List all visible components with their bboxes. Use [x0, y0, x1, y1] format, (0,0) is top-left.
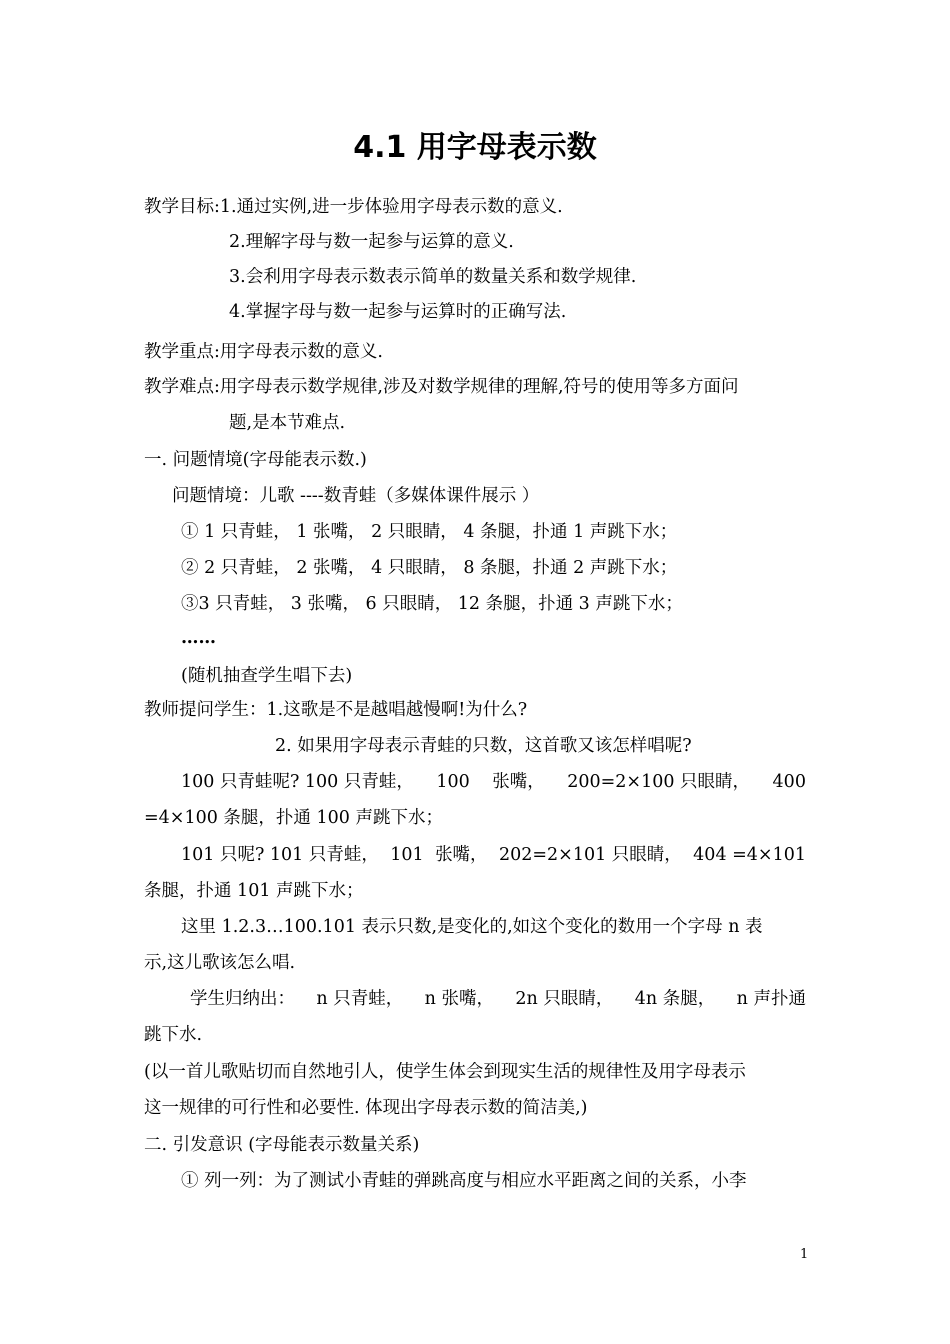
- goals-label: 教学目标:: [144, 197, 220, 217]
- text-segment: n 声扑通: [736, 989, 806, 1009]
- section-2-item-1: ① 列一列：为了测试小青蛙的弹跳高度与相应水平距离之间的关系，小李: [181, 1171, 747, 1191]
- remark-line-2: 这一规律的可行性和必要性. 体现出字母表示数的简洁美,): [144, 1098, 588, 1118]
- goal-item: 3.会利用字母表示数表示简单的数量关系和数学规律.: [229, 267, 637, 287]
- difficulty-line-2: 题,是本节难点.: [229, 413, 346, 433]
- text-segment: 张嘴，: [435, 845, 488, 865]
- verse-line: ③3 只青蛙， 3 张嘴， 6 只眼睛， 12 条腿，扑通 3 声跳下水；: [181, 594, 683, 614]
- text-segment: 2n 只眼睛，: [515, 989, 614, 1009]
- text-segment: 100: [436, 772, 470, 792]
- line-100-b: =4×100 条腿，扑通 100 声跳下水；: [144, 808, 443, 828]
- line-101-a: [181, 843, 806, 867]
- verse-line: ② 2 只青蛙， 2 张嘴， 4 只眼睛， 8 条腿，扑通 2 声跳下水；: [181, 558, 678, 578]
- difficulty-line-1: 教学难点:用字母表示数学规律,涉及对数学规律的理解,符号的使用等多方面问: [144, 377, 739, 397]
- key-point: 教学重点:用字母表示数的意义.: [144, 342, 383, 362]
- section-1-heading: 一. 问题情境(字母能表示数.): [144, 450, 367, 470]
- note: (随机抽查学生唱下去): [181, 666, 353, 686]
- ellipsis: ……: [181, 628, 216, 648]
- text-segment: 101: [390, 845, 424, 865]
- summary-line-1: [190, 987, 806, 1011]
- remark-line-1: (以一首儿歌贴切而自然地引人，使学生体会到现实生活的规律性及用字母表示: [144, 1062, 746, 1082]
- text-segment: 404 =4×101: [693, 845, 806, 865]
- verse-line: ① 1 只青蛙， 1 张嘴， 2 只眼睛， 4 条腿，扑通 1 声跳下水；: [181, 522, 678, 542]
- text-segment: 101 只呢? 101 只青蛙，: [181, 845, 379, 865]
- text-segment: 4n 条腿，: [634, 989, 716, 1009]
- section-2-heading: 二. 引发意识 (字母能表示数量关系): [144, 1135, 420, 1155]
- text-segment: n 只青蛙，: [316, 989, 404, 1009]
- text-segment: 100 只青蛙呢? 100 只青蛙，: [181, 772, 414, 792]
- goal-item: 2.理解字母与数一起参与运算的意义.: [229, 232, 514, 252]
- page-number: 1: [800, 1247, 809, 1262]
- para-n-line-1: 这里 1.2.3…100.101 表示只数,是变化的,如这个变化的数用一个字母 n 表: [181, 917, 763, 937]
- summary-line-2: 跳下水.: [144, 1025, 203, 1045]
- line-101-b: 条腿，扑通 101 声跳下水；: [144, 881, 364, 901]
- page-title: 4.1 用字母表示数: [353, 130, 597, 165]
- goals-line-1: [144, 195, 563, 219]
- goal-item: 1.通过实例,进一步体验用字母表示数的意义.: [219, 197, 563, 217]
- text-segment: 202=2×101 只眼睛，: [498, 845, 682, 865]
- text-segment: 张嘴，: [492, 772, 545, 792]
- text-segment: 400: [772, 772, 806, 792]
- line-100-a: [181, 770, 806, 794]
- text-segment: n 张嘴，: [424, 989, 494, 1009]
- text-segment: 学生归纳出：: [190, 989, 295, 1009]
- teacher-question-2: 2. 如果用字母表示青蛙的只数，这首歌又该怎样唱呢?: [275, 736, 692, 756]
- song-intro: 问题情境：儿歌 ----数青蛙（多媒体课件展示 ）: [172, 486, 540, 506]
- goal-item: 4.掌握字母与数一起参与运算时的正确写法.: [229, 302, 567, 322]
- teacher-question-1: 教师提问学生：1.这歌是不是越唱越慢啊!为什么?: [144, 700, 528, 720]
- para-n-line-2: 示,这儿歌该怎么唱.: [144, 953, 296, 973]
- text-segment: 200=2×100 只眼睛，: [567, 772, 751, 792]
